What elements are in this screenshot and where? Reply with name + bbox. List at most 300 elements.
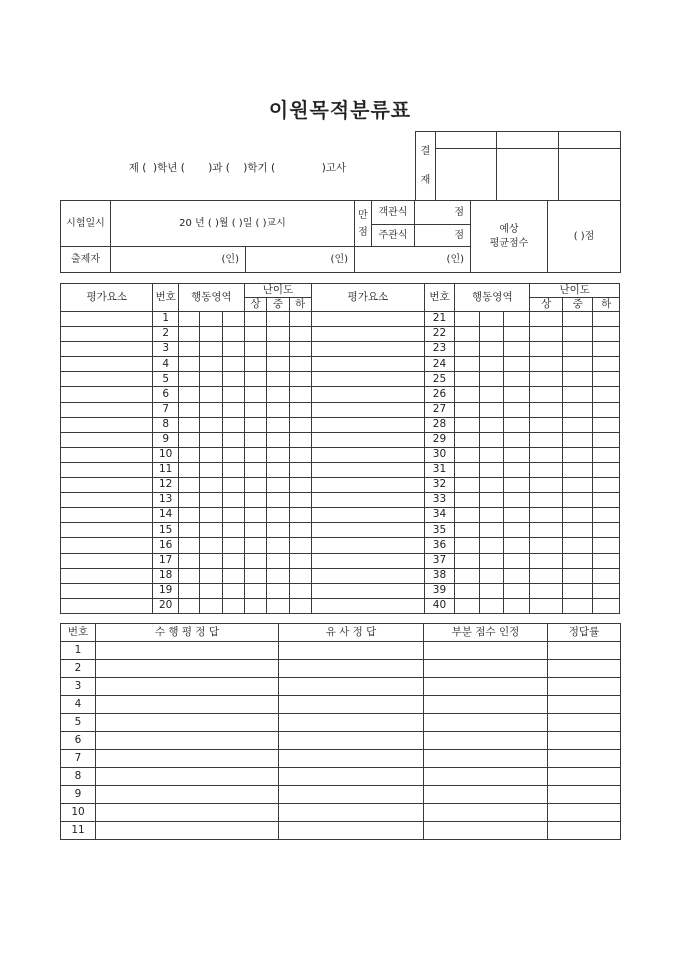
behavior-cell[interactable] (222, 342, 244, 357)
difficulty-mid-cell[interactable] (562, 372, 592, 387)
behavior-cell[interactable] (503, 387, 529, 402)
difficulty-mid-cell[interactable] (267, 417, 289, 432)
difficulty-mid-cell[interactable] (562, 432, 592, 447)
behavior-cell[interactable] (455, 598, 479, 613)
behavior-cell[interactable] (178, 447, 199, 462)
element-cell[interactable] (61, 553, 153, 568)
element-cell[interactable] (311, 553, 424, 568)
similar-answer-cell[interactable] (279, 642, 424, 660)
behavior-cell[interactable] (479, 493, 503, 508)
approval-title-cell[interactable] (559, 132, 621, 149)
element-cell[interactable] (311, 312, 424, 327)
difficulty-mid-cell[interactable] (562, 402, 592, 417)
difficulty-mid-cell[interactable] (267, 598, 289, 613)
behavior-cell[interactable] (503, 357, 529, 372)
difficulty-low-cell[interactable] (289, 357, 311, 372)
partial-score-cell[interactable] (424, 804, 548, 822)
performance-answer-cell[interactable] (96, 750, 279, 768)
behavior-cell[interactable] (479, 462, 503, 477)
performance-answer-cell[interactable] (96, 732, 279, 750)
difficulty-high-cell[interactable] (530, 447, 563, 462)
difficulty-high-cell[interactable] (244, 432, 266, 447)
element-cell[interactable] (311, 402, 424, 417)
difficulty-mid-cell[interactable] (267, 583, 289, 598)
difficulty-mid-cell[interactable] (562, 568, 592, 583)
correct-rate-cell[interactable] (548, 804, 621, 822)
behavior-cell[interactable] (222, 478, 244, 493)
behavior-cell[interactable] (455, 568, 479, 583)
performance-answer-cell[interactable] (96, 696, 279, 714)
behavior-cell[interactable] (479, 538, 503, 553)
difficulty-mid-cell[interactable] (562, 462, 592, 477)
element-cell[interactable] (311, 598, 424, 613)
partial-score-cell[interactable] (424, 750, 548, 768)
difficulty-low-cell[interactable] (289, 553, 311, 568)
difficulty-mid-cell[interactable] (267, 312, 289, 327)
difficulty-mid-cell[interactable] (267, 493, 289, 508)
behavior-cell[interactable] (200, 327, 222, 342)
performance-answer-cell[interactable] (96, 768, 279, 786)
behavior-cell[interactable] (178, 478, 199, 493)
difficulty-low-cell[interactable] (289, 387, 311, 402)
partial-score-cell[interactable] (424, 732, 548, 750)
difficulty-low-cell[interactable] (289, 478, 311, 493)
partial-score-cell[interactable] (424, 786, 548, 804)
correct-rate-cell[interactable] (548, 822, 621, 840)
difficulty-high-cell[interactable] (244, 553, 266, 568)
behavior-cell[interactable] (222, 417, 244, 432)
behavior-cell[interactable] (503, 508, 529, 523)
difficulty-high-cell[interactable] (244, 387, 266, 402)
difficulty-mid-cell[interactable] (562, 417, 592, 432)
behavior-cell[interactable] (178, 357, 199, 372)
performance-answer-cell[interactable] (96, 678, 279, 696)
difficulty-low-cell[interactable] (593, 372, 620, 387)
difficulty-low-cell[interactable] (289, 538, 311, 553)
behavior-cell[interactable] (479, 583, 503, 598)
behavior-cell[interactable] (222, 372, 244, 387)
partial-score-cell[interactable] (424, 768, 548, 786)
partial-score-cell[interactable] (424, 714, 548, 732)
difficulty-low-cell[interactable] (289, 523, 311, 538)
similar-answer-cell[interactable] (279, 750, 424, 768)
author-seal-2[interactable]: (인) (246, 247, 355, 273)
difficulty-low-cell[interactable] (593, 553, 620, 568)
difficulty-high-cell[interactable] (530, 462, 563, 477)
behavior-cell[interactable] (503, 417, 529, 432)
behavior-cell[interactable] (455, 447, 479, 462)
behavior-cell[interactable] (222, 493, 244, 508)
behavior-cell[interactable] (222, 568, 244, 583)
element-cell[interactable] (61, 387, 153, 402)
behavior-cell[interactable] (200, 568, 222, 583)
behavior-cell[interactable] (503, 553, 529, 568)
difficulty-high-cell[interactable] (244, 598, 266, 613)
behavior-cell[interactable] (200, 462, 222, 477)
behavior-cell[interactable] (222, 447, 244, 462)
difficulty-mid-cell[interactable] (562, 508, 592, 523)
difficulty-mid-cell[interactable] (267, 342, 289, 357)
correct-rate-cell[interactable] (548, 678, 621, 696)
difficulty-low-cell[interactable] (593, 568, 620, 583)
difficulty-low-cell[interactable] (593, 402, 620, 417)
behavior-cell[interactable] (503, 447, 529, 462)
performance-answer-cell[interactable] (96, 642, 279, 660)
behavior-cell[interactable] (200, 538, 222, 553)
difficulty-high-cell[interactable] (530, 478, 563, 493)
behavior-cell[interactable] (200, 508, 222, 523)
behavior-cell[interactable] (200, 357, 222, 372)
difficulty-low-cell[interactable] (289, 327, 311, 342)
behavior-cell[interactable] (222, 387, 244, 402)
behavior-cell[interactable] (178, 598, 199, 613)
difficulty-low-cell[interactable] (289, 312, 311, 327)
behavior-cell[interactable] (200, 402, 222, 417)
behavior-cell[interactable] (200, 523, 222, 538)
difficulty-high-cell[interactable] (530, 583, 563, 598)
difficulty-high-cell[interactable] (244, 417, 266, 432)
behavior-cell[interactable] (479, 372, 503, 387)
performance-answer-cell[interactable] (96, 660, 279, 678)
behavior-cell[interactable] (455, 372, 479, 387)
behavior-cell[interactable] (455, 523, 479, 538)
objective-score[interactable]: 점 (415, 201, 471, 225)
behavior-cell[interactable] (200, 583, 222, 598)
difficulty-high-cell[interactable] (530, 523, 563, 538)
behavior-cell[interactable] (222, 402, 244, 417)
correct-rate-cell[interactable] (548, 660, 621, 678)
behavior-cell[interactable] (455, 462, 479, 477)
behavior-cell[interactable] (455, 417, 479, 432)
behavior-cell[interactable] (200, 387, 222, 402)
difficulty-high-cell[interactable] (530, 553, 563, 568)
difficulty-low-cell[interactable] (593, 312, 620, 327)
behavior-cell[interactable] (503, 538, 529, 553)
correct-rate-cell[interactable] (548, 714, 621, 732)
behavior-cell[interactable] (222, 508, 244, 523)
correct-rate-cell[interactable] (548, 642, 621, 660)
behavior-cell[interactable] (178, 568, 199, 583)
element-cell[interactable] (311, 462, 424, 477)
difficulty-mid-cell[interactable] (267, 462, 289, 477)
behavior-cell[interactable] (222, 598, 244, 613)
behavior-cell[interactable] (479, 598, 503, 613)
behavior-cell[interactable] (479, 387, 503, 402)
difficulty-high-cell[interactable] (244, 523, 266, 538)
behavior-cell[interactable] (178, 462, 199, 477)
difficulty-mid-cell[interactable] (562, 387, 592, 402)
difficulty-mid-cell[interactable] (562, 357, 592, 372)
difficulty-high-cell[interactable] (244, 478, 266, 493)
behavior-cell[interactable] (200, 312, 222, 327)
approval-sign-cell[interactable] (436, 149, 497, 201)
difficulty-low-cell[interactable] (289, 508, 311, 523)
element-cell[interactable] (311, 478, 424, 493)
similar-answer-cell[interactable] (279, 804, 424, 822)
difficulty-low-cell[interactable] (289, 402, 311, 417)
behavior-cell[interactable] (503, 372, 529, 387)
element-cell[interactable] (61, 372, 153, 387)
element-cell[interactable] (311, 417, 424, 432)
element-cell[interactable] (311, 493, 424, 508)
difficulty-mid-cell[interactable] (267, 447, 289, 462)
difficulty-high-cell[interactable] (244, 508, 266, 523)
behavior-cell[interactable] (479, 568, 503, 583)
correct-rate-cell[interactable] (548, 768, 621, 786)
author-seal-3[interactable]: (인) (355, 247, 471, 273)
difficulty-mid-cell[interactable] (267, 538, 289, 553)
difficulty-high-cell[interactable] (530, 327, 563, 342)
behavior-cell[interactable] (479, 432, 503, 447)
element-cell[interactable] (61, 462, 153, 477)
behavior-cell[interactable] (479, 478, 503, 493)
behavior-cell[interactable] (200, 417, 222, 432)
similar-answer-cell[interactable] (279, 678, 424, 696)
approval-sign-cell[interactable] (559, 149, 621, 201)
performance-answer-cell[interactable] (96, 714, 279, 732)
exam-date-value[interactable]: 20 년 ( )월 ( )일 ( )교시 (111, 201, 355, 247)
element-cell[interactable] (61, 478, 153, 493)
element-cell[interactable] (311, 568, 424, 583)
behavior-cell[interactable] (178, 538, 199, 553)
difficulty-mid-cell[interactable] (562, 538, 592, 553)
difficulty-low-cell[interactable] (593, 538, 620, 553)
partial-score-cell[interactable] (424, 822, 548, 840)
element-cell[interactable] (61, 312, 153, 327)
behavior-cell[interactable] (200, 493, 222, 508)
behavior-cell[interactable] (222, 357, 244, 372)
difficulty-high-cell[interactable] (244, 583, 266, 598)
performance-answer-cell[interactable] (96, 822, 279, 840)
difficulty-mid-cell[interactable] (562, 342, 592, 357)
approval-sign-cell[interactable] (497, 149, 559, 201)
difficulty-high-cell[interactable] (530, 402, 563, 417)
behavior-cell[interactable] (200, 598, 222, 613)
difficulty-low-cell[interactable] (593, 327, 620, 342)
behavior-cell[interactable] (178, 327, 199, 342)
behavior-cell[interactable] (455, 508, 479, 523)
expected-average-value[interactable]: ( )점 (548, 201, 621, 273)
difficulty-high-cell[interactable] (244, 462, 266, 477)
behavior-cell[interactable] (503, 478, 529, 493)
difficulty-high-cell[interactable] (530, 598, 563, 613)
behavior-cell[interactable] (455, 357, 479, 372)
difficulty-low-cell[interactable] (593, 508, 620, 523)
behavior-cell[interactable] (503, 327, 529, 342)
difficulty-low-cell[interactable] (593, 432, 620, 447)
difficulty-low-cell[interactable] (593, 598, 620, 613)
difficulty-high-cell[interactable] (244, 447, 266, 462)
element-cell[interactable] (61, 402, 153, 417)
element-cell[interactable] (311, 357, 424, 372)
behavior-cell[interactable] (479, 508, 503, 523)
difficulty-mid-cell[interactable] (267, 357, 289, 372)
difficulty-high-cell[interactable] (530, 417, 563, 432)
difficulty-high-cell[interactable] (530, 342, 563, 357)
difficulty-high-cell[interactable] (244, 568, 266, 583)
element-cell[interactable] (61, 568, 153, 583)
correct-rate-cell[interactable] (548, 732, 621, 750)
behavior-cell[interactable] (222, 583, 244, 598)
behavior-cell[interactable] (479, 357, 503, 372)
difficulty-mid-cell[interactable] (267, 508, 289, 523)
difficulty-high-cell[interactable] (530, 387, 563, 402)
difficulty-mid-cell[interactable] (267, 402, 289, 417)
difficulty-mid-cell[interactable] (267, 432, 289, 447)
element-cell[interactable] (61, 432, 153, 447)
difficulty-high-cell[interactable] (530, 372, 563, 387)
element-cell[interactable] (61, 523, 153, 538)
difficulty-low-cell[interactable] (289, 462, 311, 477)
behavior-cell[interactable] (455, 312, 479, 327)
behavior-cell[interactable] (178, 432, 199, 447)
difficulty-high-cell[interactable] (530, 508, 563, 523)
behavior-cell[interactable] (222, 312, 244, 327)
behavior-cell[interactable] (479, 402, 503, 417)
difficulty-low-cell[interactable] (593, 493, 620, 508)
behavior-cell[interactable] (178, 508, 199, 523)
approval-title-cell[interactable] (497, 132, 559, 149)
element-cell[interactable] (311, 432, 424, 447)
difficulty-high-cell[interactable] (244, 342, 266, 357)
difficulty-low-cell[interactable] (289, 342, 311, 357)
behavior-cell[interactable] (178, 493, 199, 508)
behavior-cell[interactable] (222, 327, 244, 342)
similar-answer-cell[interactable] (279, 768, 424, 786)
behavior-cell[interactable] (455, 553, 479, 568)
difficulty-low-cell[interactable] (593, 342, 620, 357)
difficulty-mid-cell[interactable] (267, 387, 289, 402)
difficulty-mid-cell[interactable] (562, 327, 592, 342)
behavior-cell[interactable] (479, 447, 503, 462)
behavior-cell[interactable] (479, 417, 503, 432)
behavior-cell[interactable] (178, 372, 199, 387)
similar-answer-cell[interactable] (279, 696, 424, 714)
difficulty-high-cell[interactable] (244, 372, 266, 387)
behavior-cell[interactable] (178, 342, 199, 357)
difficulty-mid-cell[interactable] (562, 523, 592, 538)
behavior-cell[interactable] (222, 538, 244, 553)
element-cell[interactable] (311, 538, 424, 553)
behavior-cell[interactable] (479, 342, 503, 357)
difficulty-mid-cell[interactable] (267, 553, 289, 568)
element-cell[interactable] (311, 508, 424, 523)
difficulty-high-cell[interactable] (244, 493, 266, 508)
behavior-cell[interactable] (455, 342, 479, 357)
behavior-cell[interactable] (222, 553, 244, 568)
behavior-cell[interactable] (222, 432, 244, 447)
difficulty-low-cell[interactable] (289, 447, 311, 462)
behavior-cell[interactable] (503, 598, 529, 613)
difficulty-high-cell[interactable] (244, 327, 266, 342)
behavior-cell[interactable] (503, 493, 529, 508)
difficulty-low-cell[interactable] (593, 523, 620, 538)
similar-answer-cell[interactable] (279, 714, 424, 732)
difficulty-low-cell[interactable] (289, 432, 311, 447)
partial-score-cell[interactable] (424, 660, 548, 678)
behavior-cell[interactable] (455, 538, 479, 553)
behavior-cell[interactable] (178, 417, 199, 432)
behavior-cell[interactable] (503, 583, 529, 598)
difficulty-high-cell[interactable] (530, 432, 563, 447)
element-cell[interactable] (61, 327, 153, 342)
behavior-cell[interactable] (503, 462, 529, 477)
difficulty-low-cell[interactable] (289, 583, 311, 598)
difficulty-low-cell[interactable] (289, 417, 311, 432)
difficulty-low-cell[interactable] (289, 598, 311, 613)
difficulty-high-cell[interactable] (244, 312, 266, 327)
difficulty-low-cell[interactable] (289, 568, 311, 583)
element-cell[interactable] (61, 538, 153, 553)
difficulty-low-cell[interactable] (593, 417, 620, 432)
element-cell[interactable] (61, 342, 153, 357)
difficulty-low-cell[interactable] (593, 447, 620, 462)
difficulty-high-cell[interactable] (530, 568, 563, 583)
difficulty-mid-cell[interactable] (267, 523, 289, 538)
element-cell[interactable] (311, 372, 424, 387)
element-cell[interactable] (61, 447, 153, 462)
element-cell[interactable] (311, 342, 424, 357)
difficulty-mid-cell[interactable] (562, 478, 592, 493)
subjective-score[interactable]: 점 (415, 225, 471, 247)
difficulty-high-cell[interactable] (244, 402, 266, 417)
behavior-cell[interactable] (200, 432, 222, 447)
difficulty-high-cell[interactable] (244, 538, 266, 553)
difficulty-mid-cell[interactable] (267, 478, 289, 493)
behavior-cell[interactable] (479, 327, 503, 342)
element-cell[interactable] (311, 327, 424, 342)
difficulty-high-cell[interactable] (530, 312, 563, 327)
difficulty-mid-cell[interactable] (562, 583, 592, 598)
behavior-cell[interactable] (222, 462, 244, 477)
correct-rate-cell[interactable] (548, 786, 621, 804)
behavior-cell[interactable] (455, 493, 479, 508)
element-cell[interactable] (311, 583, 424, 598)
difficulty-mid-cell[interactable] (562, 447, 592, 462)
behavior-cell[interactable] (200, 342, 222, 357)
behavior-cell[interactable] (503, 312, 529, 327)
behavior-cell[interactable] (479, 312, 503, 327)
behavior-cell[interactable] (222, 523, 244, 538)
partial-score-cell[interactable] (424, 678, 548, 696)
difficulty-high-cell[interactable] (530, 538, 563, 553)
behavior-cell[interactable] (178, 583, 199, 598)
performance-answer-cell[interactable] (96, 804, 279, 822)
element-cell[interactable] (311, 523, 424, 538)
difficulty-mid-cell[interactable] (562, 312, 592, 327)
behavior-cell[interactable] (455, 583, 479, 598)
difficulty-low-cell[interactable] (593, 387, 620, 402)
correct-rate-cell[interactable] (548, 750, 621, 768)
partial-score-cell[interactable] (424, 696, 548, 714)
difficulty-low-cell[interactable] (593, 462, 620, 477)
element-cell[interactable] (61, 583, 153, 598)
similar-answer-cell[interactable] (279, 660, 424, 678)
difficulty-low-cell[interactable] (289, 372, 311, 387)
behavior-cell[interactable] (479, 523, 503, 538)
difficulty-low-cell[interactable] (593, 583, 620, 598)
approval-title-cell[interactable] (436, 132, 497, 149)
difficulty-mid-cell[interactable] (562, 493, 592, 508)
element-cell[interactable] (61, 598, 153, 613)
behavior-cell[interactable] (455, 432, 479, 447)
behavior-cell[interactable] (200, 553, 222, 568)
difficulty-low-cell[interactable] (289, 493, 311, 508)
author-seal-1[interactable]: (인) (111, 247, 246, 273)
behavior-cell[interactable] (503, 342, 529, 357)
similar-answer-cell[interactable] (279, 786, 424, 804)
behavior-cell[interactable] (503, 568, 529, 583)
